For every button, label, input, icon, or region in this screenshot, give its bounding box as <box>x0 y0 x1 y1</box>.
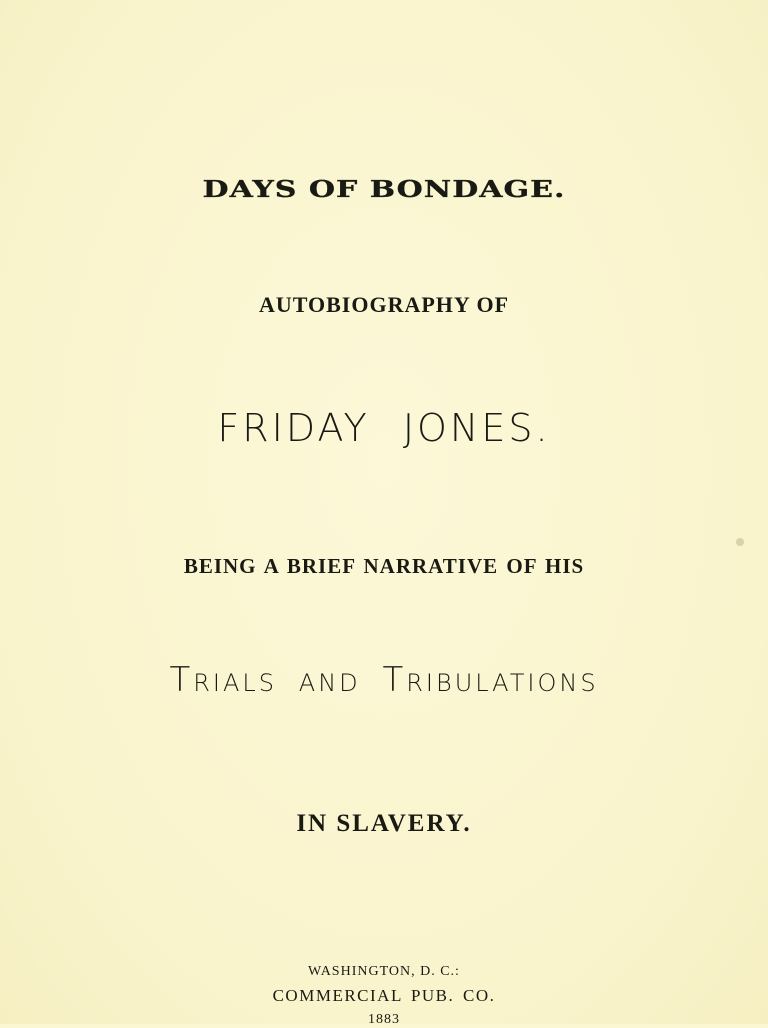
main-title: DAYS OF BONDAGE. <box>202 175 566 204</box>
imprint-year: 1883 <box>368 1012 400 1027</box>
imprint-place: WASHINGTON, D. C.: <box>308 964 460 979</box>
subject-line: Trials and Tribulations <box>169 660 599 700</box>
imprint-publisher: COMMERCIAL PUB. CO. <box>272 986 496 1005</box>
description-line: BEING A BRIEF NARRATIVE OF HIS <box>183 554 585 578</box>
paper-speck <box>736 538 744 546</box>
subtitle: AUTOBIOGRAPHY OF <box>258 292 510 317</box>
author-name: FRIDAY JONES. <box>217 406 551 450</box>
subject-end-line: IN SLAVERY. <box>296 810 472 837</box>
